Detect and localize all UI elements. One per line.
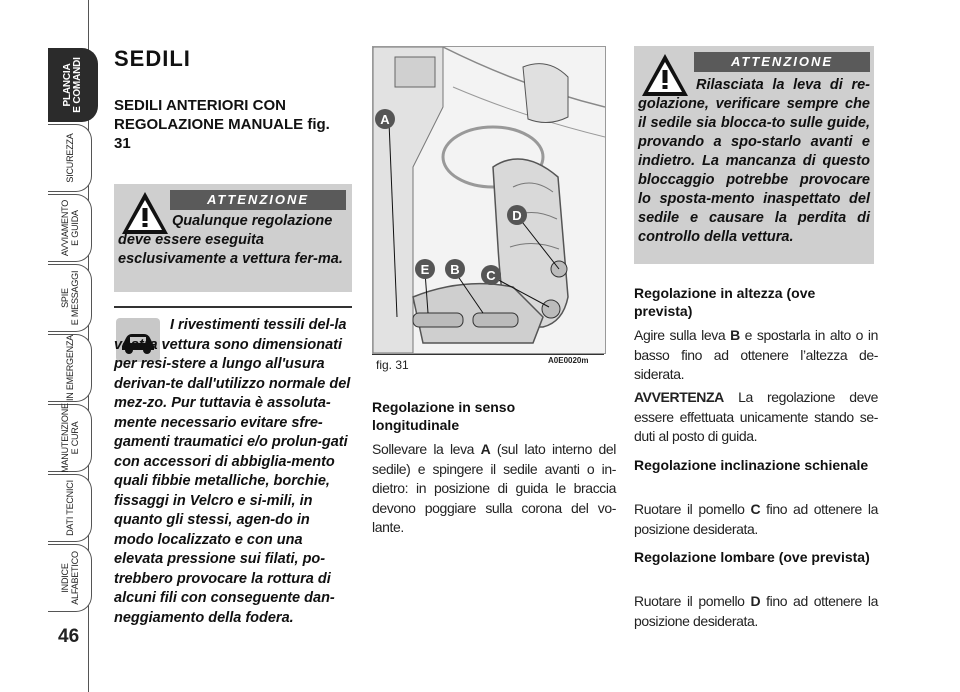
text-avvertenza: AVVERTENZA La regolazione deve essere effettuata unicamente stando se-duti al posto di guida. — [634, 389, 878, 444]
tab-label: PLANCIA E COMANDI — [61, 57, 83, 113]
text-lombare: Ruotare il pomello D fino ad ottenere la posizione desiderata. — [634, 593, 878, 629]
heading-senso-longitudinale: Regolazione in senso longitudinale — [372, 399, 516, 433]
callout-a-label: A — [380, 112, 390, 127]
text-altezza: Agire sulla leva B e spostarla in alto o in basso fino ad ottenere l’altezza de-siderata. — [634, 327, 878, 382]
tab-in-emergenza[interactable] — [48, 334, 92, 402]
warning-heading: ATTENZIONE — [694, 52, 870, 72]
text-schienale: Ruotare il pomello C fino ad ottenere la posizione desiderata. — [634, 501, 878, 537]
callout-c — [481, 265, 501, 285]
text-senso-longitudinale: Sollevare la leva A (sul lato interno del sedile) e spingere il sedile avanti o in-dietro: in posizione di guida le braccia devono poggiare sulla corona del vo-lante. — [372, 441, 616, 535]
seat-illustration — [373, 47, 605, 353]
heading-lombare: Regolazione lombare (ove prevista) — [634, 549, 870, 565]
tab-dati-tecnici[interactable] — [48, 474, 92, 542]
chapter-tabs — [0, 0, 96, 692]
tab-label: IN EMERGENZA — [64, 334, 75, 402]
callout-b — [445, 259, 465, 279]
warning-text: Rilasciata la leva di re-golazione, verificare sempre che il sedile sia blocca-to sulle guide, provando a spo-starlo avanti e indietro. La mancanza di questo bloccaggio potrebbe provocare lo sposta-mento inaspettato del sedile e causare la perdita di controllo della vettura. — [638, 77, 870, 245]
tab-label: INDICE ALFABETICO — [59, 551, 80, 605]
tab-sicurezza[interactable] — [48, 124, 92, 192]
callout-b-label: B — [450, 262, 460, 277]
divider — [114, 306, 352, 308]
callout-d-label: D — [512, 208, 522, 223]
figure-code: A0E0020m — [548, 356, 589, 365]
fabric-care-note: I rivestimenti tessili del-la vostra vettura sono dimensionati per resi-stere a lungo all'usura derivan-te dall'utilizzo normale del mez-zo. Pur tuttavia è assoluta-mente necessario evitare sfre-gamenti traumatici e/o prolun-gati con accessori di abbiglia-mento quali fibbie metalliche, borchie, fissaggi in Velcro e si-mili, in quanto gli stessi, agen-do in modo localizzato e con una elevata pressione sui filati, po-trebbero provocare la rottura di alcuni fili con conseguente dan-neggiamento della fodera. — [114, 317, 351, 626]
warning-box-2 — [634, 46, 874, 264]
tab-plancia-e-comandi[interactable] — [48, 48, 98, 122]
warning-box-1 — [114, 184, 352, 292]
warning-text: Qualunque regolazione deve essere eseguita esclusivamente a vettura fer-ma. — [118, 213, 343, 267]
figure-caption: fig. 31 — [376, 358, 409, 372]
callout-a — [375, 109, 395, 129]
callout-c-label: C — [486, 268, 496, 283]
tab-manutenzione-e-cura[interactable] — [48, 404, 92, 472]
heading-altezza: Regolazione in altezza (ove prevista) — [634, 285, 816, 319]
callout-d — [507, 205, 527, 225]
tab-label: DATI TECNICI — [64, 480, 75, 536]
callout-e — [415, 259, 435, 279]
figure-rule — [372, 354, 604, 355]
seat-figure — [372, 46, 606, 354]
tab-indice-alfabetico[interactable] — [48, 544, 92, 612]
callout-e-label: E — [420, 262, 430, 277]
page-title: SEDILI — [114, 46, 191, 71]
tab-label: AVVIAMENTO E GUIDA — [59, 199, 80, 257]
section-subtitle: SEDILI ANTERIORI CON REGOLAZIONE MANUALE fig. 31 — [114, 97, 330, 152]
tab-label: MANUTENZIONE E CURA — [59, 403, 80, 473]
tab-label: SPIE E MESSAGGI — [59, 270, 80, 326]
heading-schienale: Regolazione inclinazione schienale — [634, 457, 869, 473]
warning-heading: ATTENZIONE — [170, 190, 346, 210]
tab-label: SICUREZZA — [64, 133, 75, 183]
tab-avviamento-e-guida[interactable] — [48, 194, 92, 262]
page-number: 46 — [58, 626, 80, 647]
tab-spie-e-messaggi[interactable] — [48, 264, 92, 332]
